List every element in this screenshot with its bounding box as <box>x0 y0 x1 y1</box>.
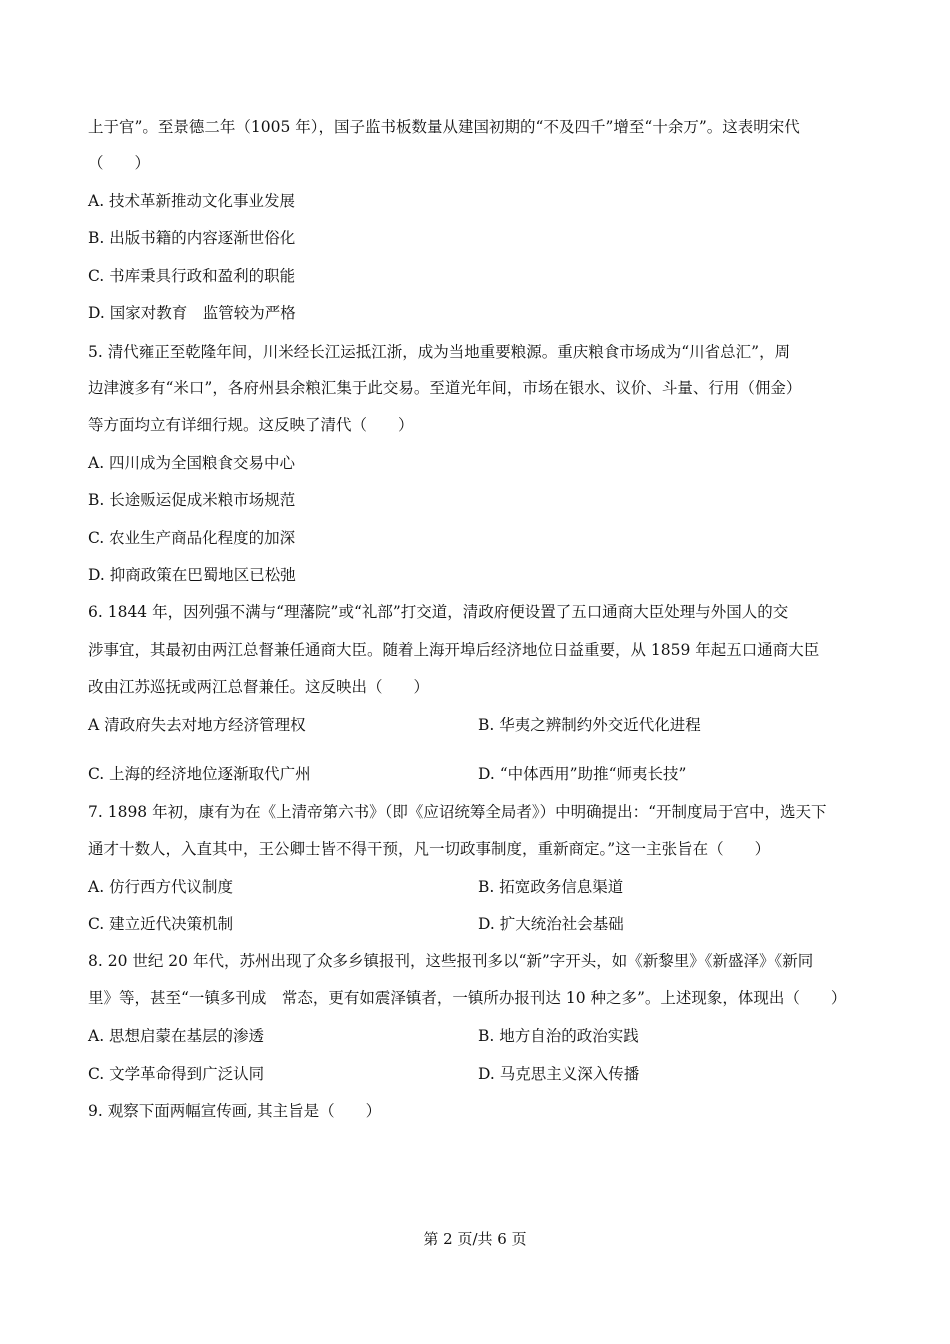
q8-option-c: C. 文学革命得到广泛认同 <box>88 1065 265 1083</box>
q5-stem-line-1: 5. 清代雍正至乾隆年间，川米经长江运抵江浙，成为当地重要粮源。重庆粮食市场成为“川省总汇”，周 <box>88 343 791 361</box>
q6-option-a: A 清政府失去对地方经济管理权 <box>88 716 306 734</box>
page-number: 第 2 页/共 6 页 <box>423 1230 527 1248</box>
q8-stem-line-1: 8. 20 世纪 20 年代，苏州出现了众多乡镇报刊，这些报刊多以“新”字开头，如《新黎里》《新盛泽》《新同 <box>88 952 814 970</box>
q5-option-a: A. 四川成为全国粮食交易中心 <box>88 454 296 472</box>
q7-stem-line-1: 7. 1898 年初，康有为在《上清帝第六书》（即《应诏统筹全局者》）中明确提出：“开制度局于宫中，选天下 <box>88 803 827 821</box>
q4-answer-bracket: （ ） <box>88 154 151 172</box>
q4-option-d: D. 国家对教育 监管较为严格 <box>88 304 296 322</box>
q6-option-c: C. 上海的经济地位逐渐取代广州 <box>88 765 311 783</box>
q5-option-d: D. 抑商政策在巴蜀地区已松弛 <box>88 566 296 584</box>
q8-option-a: A. 思想启蒙在基层的渗透 <box>88 1027 265 1045</box>
q7-option-b: B. 拓宽政务信息渠道 <box>478 878 624 896</box>
q4-stem-line: 上于官”。至景德二年（1005 年），国子监书板数量从建国初期的“不及四千”增至“十余万”。这表明宋代 <box>88 118 800 136</box>
q8-stem-line-2: 里》等，甚至“一镇多刊成 常态，更有如震泽镇者，一镇所办报刊达 10 种之多”。上述现象，体现出（ ） <box>88 989 847 1007</box>
q8-option-d: D. 马克思主义深入传播 <box>478 1065 640 1083</box>
q7-option-a: A. 仿行西方代议制度 <box>88 878 234 896</box>
q6-option-b: B. 华夷之辨制约外交近代化进程 <box>478 716 701 734</box>
q5-option-b: B. 长途贩运促成米粮市场规范 <box>88 491 296 509</box>
q5-stem-line-2: 边津渡多有“米口”，各府州县余粮汇集于此交易。至道光年间，市场在银水、议价、斗量、行用（佣金） <box>88 379 802 397</box>
q6-stem-line-2: 涉事宜，其最初由两江总督兼任通商大臣。随着上海开埠后经济地位日益重要，从 1859 年起五口通商大臣 <box>88 641 820 659</box>
q5-stem-line-3: 等方面均立有详细行规。这反映了清代（ ） <box>88 416 414 434</box>
q6-option-d: D. “中体西用”助推“师夷长技” <box>478 765 687 783</box>
q4-option-b: B. 出版书籍的内容逐渐世俗化 <box>88 229 296 247</box>
q6-stem-line-1: 6. 1844 年，因列强不满与“理藩院”或“礼部”打交道，清政府便设置了五口通商大臣处理与外国人的交 <box>88 603 789 621</box>
q6-stem-line-3: 改由江苏巡抚或两江总督兼任。这反映出（ ） <box>88 678 430 696</box>
q5-option-c: C. 农业生产商品化程度的加深 <box>88 529 296 547</box>
q4-option-a: A. 技术革新推动文化事业发展 <box>88 192 296 210</box>
q4-option-c: C. 书库秉具行政和盈利的职能 <box>88 267 296 285</box>
q7-stem-line-2: 通才十数人，入直其中，王公卿士皆不得干预，凡一切政事制度，重新商定。”这一主张旨在（ ） <box>88 840 771 858</box>
q9-stem: 9. 观察下面两幅宣传画, 其主旨是（ ） <box>88 1102 382 1120</box>
q7-option-d: D. 扩大统治社会基础 <box>478 915 624 933</box>
q8-option-b: B. 地方自治的政治实践 <box>478 1027 639 1045</box>
q7-option-c: C. 建立近代决策机制 <box>88 915 234 933</box>
